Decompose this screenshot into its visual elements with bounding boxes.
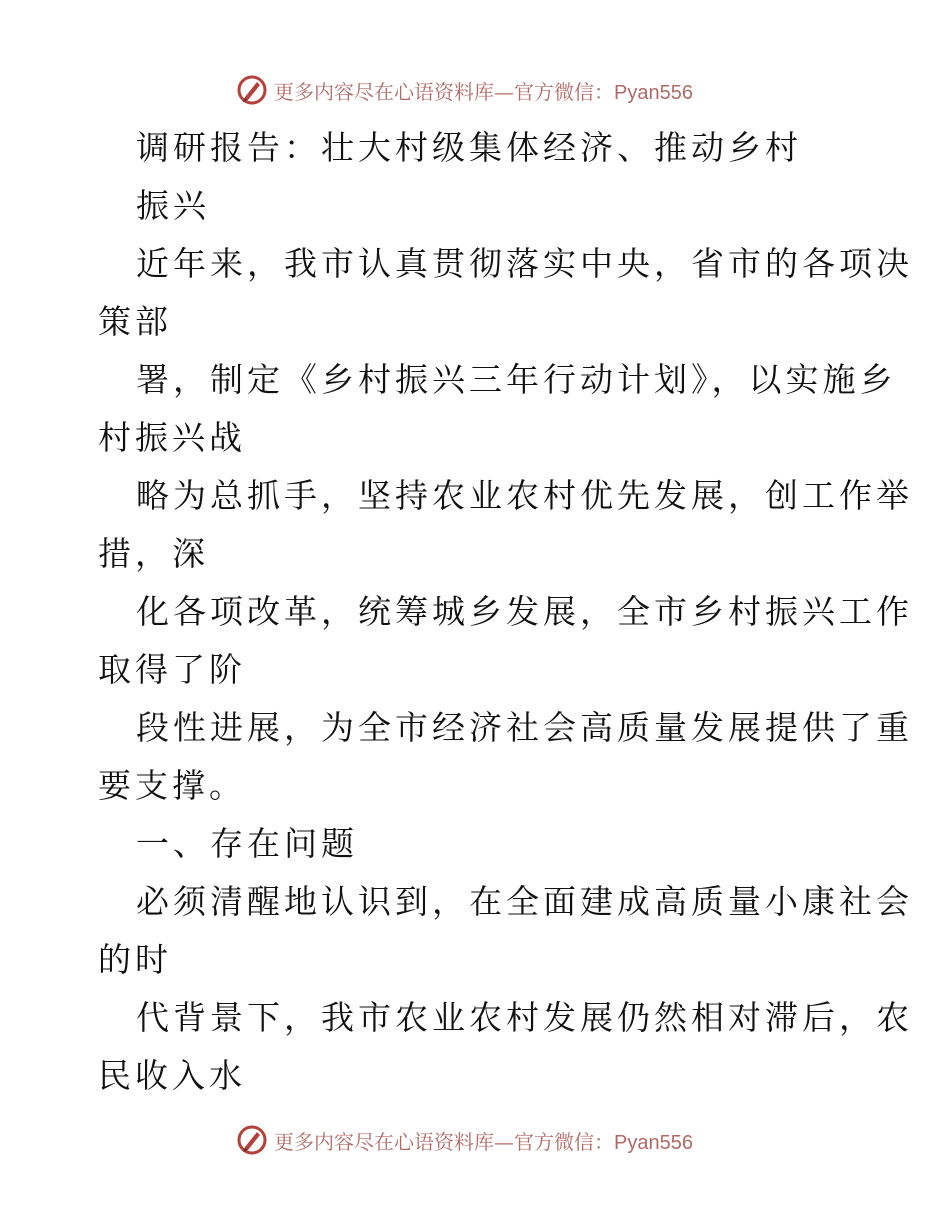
paragraph-line: 略为总抓手，坚持农业农村优先发展，创工作举 bbox=[136, 476, 913, 515]
paragraph-line: 民收入水 bbox=[98, 1056, 246, 1095]
document-title-line-1: 调研报告：壮大村级集体经济、推动乡村 bbox=[136, 128, 802, 167]
paragraph-line: 署，制定《乡村振兴三年行动计划》，以实施乡 bbox=[136, 360, 897, 399]
header-banner bbox=[236, 72, 693, 108]
banner-text: 更多内容尽在心语资料库—官方微信：Pyan556 bbox=[274, 79, 693, 104]
paragraph-line: 措，深 bbox=[98, 534, 209, 573]
paragraph-line: 取得了阶 bbox=[98, 650, 246, 689]
banner-handle: Pyan556 bbox=[614, 81, 693, 104]
pen-logo-icon bbox=[236, 1124, 268, 1156]
paragraph-line: 段性进展，为全市经济社会高质量发展提供了重 bbox=[136, 708, 913, 747]
paragraph-line: 村振兴战 bbox=[98, 418, 246, 457]
paragraph-line: 近年来，我市认真贯彻落实中央，省市的各项决 bbox=[136, 244, 913, 283]
banner-text: 更多内容尽在心语资料库—官方微信：Pyan556 bbox=[274, 1129, 693, 1154]
banner-handle: Pyan556 bbox=[614, 1131, 693, 1154]
paragraph-line: 策部 bbox=[98, 302, 172, 341]
paragraph-line: 代背景下，我市农业农村发展仍然相对滞后，农 bbox=[136, 998, 913, 1037]
footer-banner bbox=[236, 1122, 693, 1158]
pen-logo-icon bbox=[236, 74, 268, 106]
paragraph-line: 必须清醒地认识到，在全面建成高质量小康社会 bbox=[136, 882, 913, 921]
paragraph-line: 要支撑。 bbox=[98, 766, 246, 805]
section-heading: 一、存在问题 bbox=[136, 824, 358, 863]
paragraph-line: 的时 bbox=[98, 940, 172, 979]
document-title-line-2: 振兴 bbox=[136, 186, 210, 225]
paragraph-line: 化各项改革，统筹城乡发展，全市乡村振兴工作 bbox=[136, 592, 913, 631]
